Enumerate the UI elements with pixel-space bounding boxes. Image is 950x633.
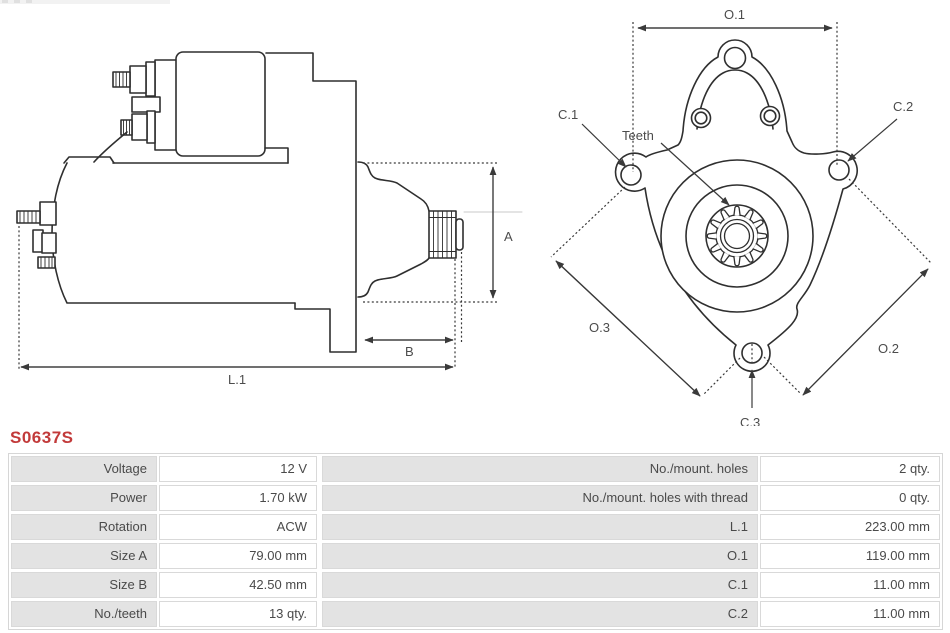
dim-label-c3: C.3	[740, 415, 761, 426]
terminal-stud-top	[113, 62, 155, 96]
spec-value: 79.00 mm	[159, 543, 317, 569]
dim-label-o3: O.3	[589, 320, 610, 335]
spec-value: 119.00 mm	[760, 543, 940, 569]
spec-value: 12 V	[159, 456, 317, 482]
spec-value: 1.70 kW	[159, 485, 317, 511]
top-hole	[725, 48, 746, 69]
table-row	[11, 456, 940, 482]
spec-label: Size A	[11, 543, 157, 569]
spec-value: 0 qty.	[760, 485, 940, 511]
spec-label: No./teeth	[11, 601, 157, 627]
spec-value: 223.00 mm	[760, 514, 940, 540]
dim-label-a: A	[504, 229, 513, 244]
mount-hole-left	[621, 165, 641, 185]
spec-label: Power	[11, 485, 157, 511]
spec-label: Voltage	[11, 456, 157, 482]
spec-label: O.1	[322, 543, 758, 569]
bracket-outline	[266, 53, 356, 352]
table-row	[11, 601, 940, 627]
spec-value: 42.50 mm	[159, 572, 317, 598]
spec-table	[8, 453, 943, 630]
mount-hole-right	[829, 160, 849, 180]
dim-label-c1: C.1	[558, 107, 579, 122]
spec-value: 11.00 mm	[760, 572, 940, 598]
spec-value: 2 qty.	[760, 456, 940, 482]
table-row	[11, 543, 940, 569]
dim-label-teeth: Teeth	[622, 128, 654, 143]
terminal-stud-lower	[121, 111, 155, 143]
dim-label-o2: O.2	[878, 341, 899, 356]
drive-end-top	[358, 162, 429, 211]
spec-value: 11.00 mm	[760, 601, 940, 627]
body-terminal-left	[17, 202, 56, 268]
solenoid-busbar	[132, 97, 160, 112]
table-row	[11, 514, 940, 540]
spec-label: Size B	[11, 572, 157, 598]
table-row	[11, 572, 940, 598]
arch-hole-right	[764, 110, 776, 122]
dim-label-l1: L.1	[228, 372, 247, 387]
part-number: S0637S	[10, 428, 74, 447]
spec-label: No./mount. holes with thread	[322, 485, 758, 511]
spec-label: C.2	[322, 601, 758, 627]
spec-value: 13 qty.	[159, 601, 317, 627]
dim-label-c2: C.2	[893, 99, 914, 114]
drive-end-bottom	[358, 258, 429, 297]
table-row	[11, 485, 940, 511]
dim-label-o1: O.1	[724, 7, 745, 22]
spec-label: Rotation	[11, 514, 157, 540]
pinion-gear	[429, 211, 463, 258]
dim-label-b: B	[405, 344, 414, 359]
motor-body-tab	[64, 157, 114, 163]
motor-body	[52, 163, 295, 303]
arch-hole-left	[695, 112, 707, 124]
spec-label: L.1	[322, 514, 758, 540]
spec-label: C.1	[322, 572, 758, 598]
solenoid-body	[176, 52, 265, 156]
starter-side-view	[17, 52, 522, 352]
starter-front-view	[616, 40, 858, 371]
spec-value: ACW	[159, 514, 317, 540]
spec-label: No./mount. holes	[322, 456, 758, 482]
gear-bore	[725, 224, 750, 249]
